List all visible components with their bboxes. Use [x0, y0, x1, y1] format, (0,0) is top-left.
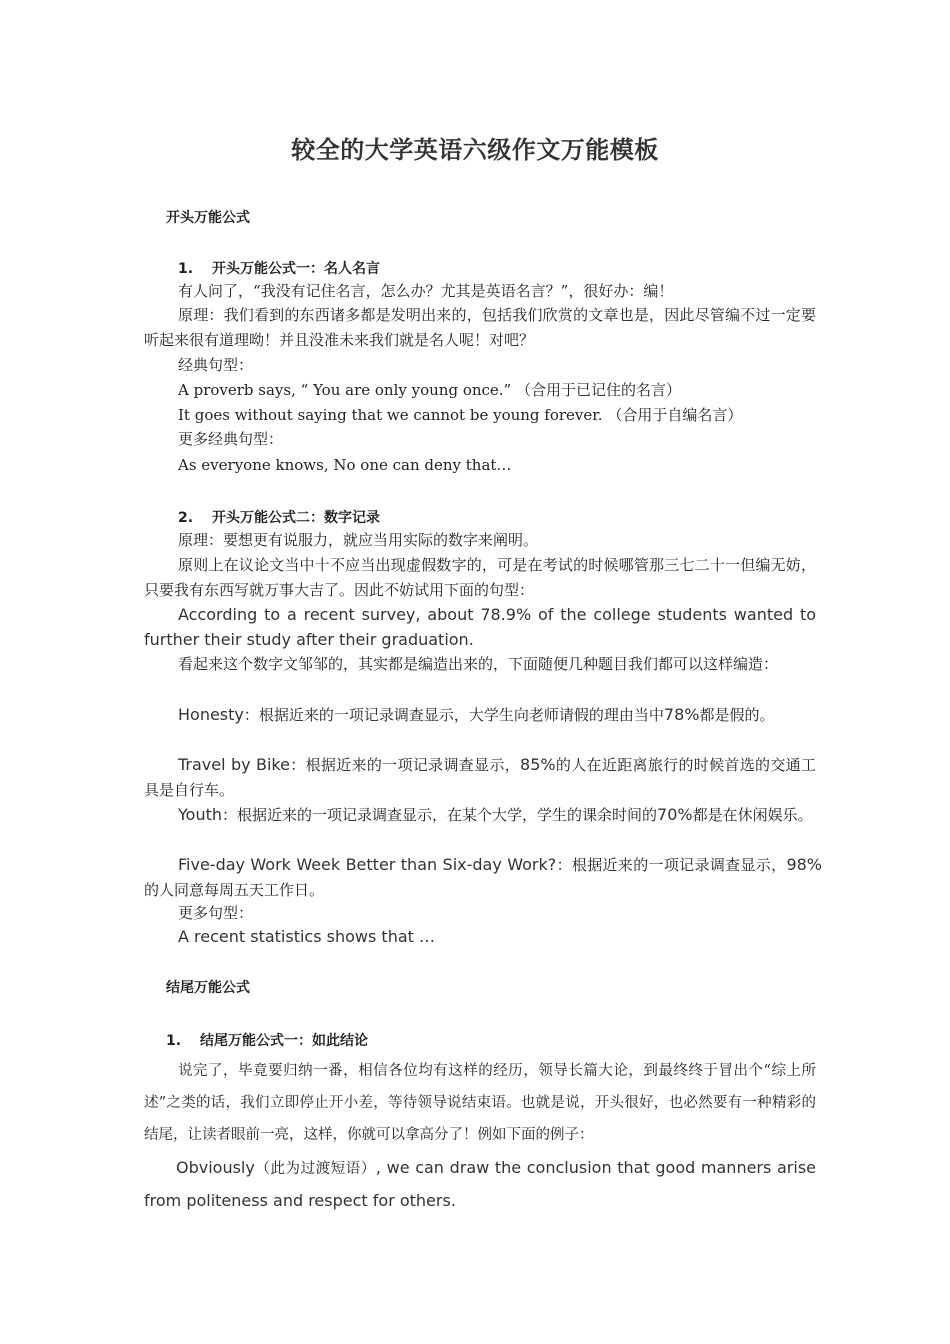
more-classic-label: 更多经典句型：	[178, 430, 284, 448]
classic-example-2: It goes without saying that we cannot be young forever. （合用于自编名言）	[178, 406, 743, 424]
topic-percentage: 85%	[520, 755, 556, 774]
formula-title: 开头万能公式一：名人名言	[212, 261, 380, 277]
document-title: 较全的大学英语六级作文万能模板	[291, 136, 659, 164]
topic-name: Honesty	[178, 705, 244, 724]
classic-example-1: A proverb says, “ You are only young once.” （合用于已记住的名言）	[178, 381, 681, 399]
opening-formula1-intro: 有人问了，“我没有记住名言，怎么办？尤其是英语名言？”，很好办：编！	[178, 282, 674, 300]
topic-five-day-work-week: Five-day Work Week Better than Six-day Work?：根据近来的一项记录调查显示，98%的人同意每周五天工作日。	[144, 855, 822, 899]
topic-youth: Youth：根据近来的一项记录调查显示，在某个大学，学生的课余时间的70%都是在休闲娱乐。	[178, 805, 813, 824]
topic-honesty: Honesty：根据近来的一项记录调查显示，大学生向老师请假的理由当中78%都是假的。	[178, 705, 775, 724]
formula-number: 2.	[178, 510, 194, 526]
transition-phrase-note: （此为过渡短语）	[254, 1161, 376, 1177]
topic-percentage: 98%	[786, 855, 822, 874]
opening-formula2-principle2: 原则上在议论文当中十不应当出现虚假数字的，可是在考试的时候哪管那三七二十一但编无妨，只要我有东西写就万事大吉了。因此不妨试用下面的句型：	[144, 556, 816, 599]
topic-name: Five-day Work Week Better than Six-day Work?	[178, 855, 557, 874]
topic-percentage: 78%	[663, 705, 700, 724]
conclusion-example: Obviously（此为过渡短语）, we can draw the conclusion that good manners arise from politeness and respect for others.	[144, 1158, 816, 1210]
topic-percentage: 70%	[657, 805, 693, 824]
formula-title: 开头万能公式二：数字记录	[212, 510, 380, 526]
survey-example: According to a recent survey, about 78.9% of the college students wanted to further their study after their graduation.	[144, 605, 816, 649]
ending-heading: 结尾万能公式	[166, 980, 250, 996]
opening-formula1-principle: 原理：我们看到的东西诸多都是发明出来的，包括我们欣赏的文章也是，因此尽管编不过一定要听起来很有道理呦！并且没准未来我们就是名人呢！对吧？	[144, 306, 816, 349]
formula-number: 1.	[166, 1033, 182, 1049]
more-pattern-example: A recent statistics shows that …	[178, 927, 435, 946]
topic-name: Youth	[178, 805, 222, 824]
fabricated-number-note: 看起来这个数字文邹邹的，其实都是编造出来的，下面随便几种题目我们都可以这样编造：	[178, 655, 779, 673]
ending-formula1-heading	[166, 1030, 368, 1050]
opening-heading: 开头万能公式	[166, 210, 250, 226]
topic-travel-by-bike: Travel by Bike：根据近来的一项记录调查显示，85%的人在近距离旅行的时候首选的交通工具是自行车。	[144, 755, 816, 799]
more-classic-example: As everyone knows, No one can deny that…	[178, 456, 512, 474]
formula-number: 1.	[178, 261, 194, 277]
topic-name: Travel by Bike	[178, 755, 290, 774]
more-pattern-label: 更多句型：	[178, 904, 254, 922]
classic-pattern-label: 经典句型：	[178, 356, 254, 374]
opening-formula2-heading	[178, 507, 380, 527]
opening-formula2-principle: 原理：要想更有说服力，就应当用实际的数字来阐明。	[178, 531, 539, 549]
ending-formula1-body: 说完了，毕竟要归纳一番，相信各位均有这样的经历，领导长篇大论，到最终终于冒出个“综上所述”之类的话，我们立即停止开小差，等待领导说结束语。也就是说，开头很好，也必然要有一种精彩的结尾，让读者眼前一亮，这样，你就可以拿高分了！例如下面的例子：	[144, 1063, 816, 1143]
formula-title: 结尾万能公式一：如此结论	[200, 1033, 368, 1049]
opening-formula1-heading	[178, 258, 380, 278]
